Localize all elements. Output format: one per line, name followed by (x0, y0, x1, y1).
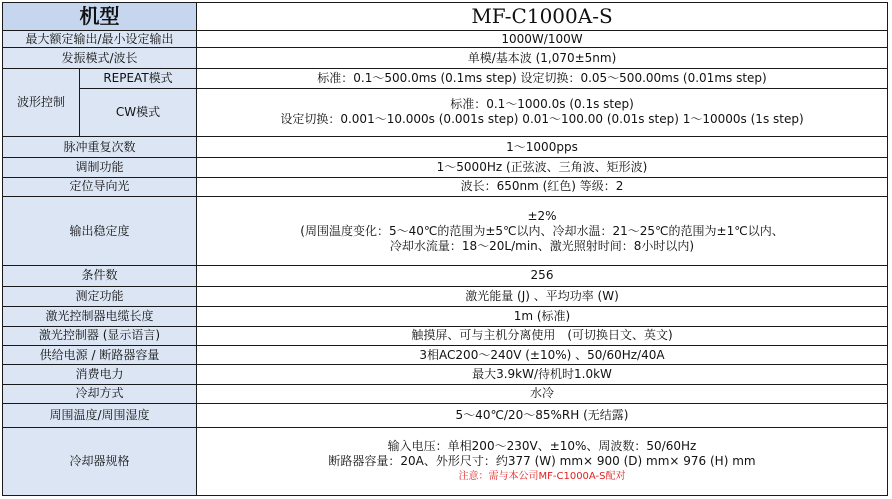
spec-table (2, 2, 888, 496)
waveform-label: 波形控制 (3, 68, 80, 136)
measure-label: 测定功能 (3, 286, 197, 306)
table-row (3, 158, 888, 177)
table-row (3, 326, 888, 345)
table-row (3, 345, 888, 364)
conditions-label: 条件数 (3, 266, 197, 286)
chiller-label: 冷却器规格 (3, 427, 197, 495)
table-row (3, 404, 888, 428)
conditions-value: 256 (197, 266, 888, 286)
table-row (3, 197, 888, 266)
stability-value (197, 197, 888, 266)
table-row (3, 266, 888, 286)
pulse-repeat-value: 1～1000pps (197, 136, 888, 158)
power-supply-label: 供给电源 / 断路器容量 (3, 345, 197, 364)
table-row (3, 286, 888, 306)
table-row (3, 68, 888, 88)
repeat-mode-value: 标准：0.1～500.0ms (0.1ms step) 设定切换：0.05～500.00ms (0.01ms step) (197, 68, 888, 88)
chiller-value-line: 输入电压：单相200～230V、±10%、周波数：50/60Hz (387, 438, 697, 453)
controller-value: 触摸屏、可与主机分离使用 (可切换日文、英文) (197, 326, 888, 345)
table-row (3, 3, 888, 31)
cw-mode-value (197, 89, 888, 136)
max-output-value: 1000W/100W (197, 31, 888, 48)
table-row (3, 427, 888, 495)
measure-value: 激光能量 (J) 、平均功率 (W) (197, 286, 888, 306)
stability-value-line: ±2% (527, 208, 557, 223)
mode-label: 发振模式/波长 (3, 48, 197, 68)
cable-label: 激光控制器电缆长度 (3, 307, 197, 326)
modulation-value: 1～5000Hz (正弦波、三角波、矩形波) (197, 158, 888, 177)
ambient-label: 周围温度/周围湿度 (3, 404, 197, 428)
model-header-label: 机型 (3, 3, 197, 31)
stability-label: 输出稳定度 (3, 197, 197, 266)
guide-light-value: 波长：650nm (红色) 等级：2 (197, 177, 888, 196)
guide-light-label: 定位导向光 (3, 177, 197, 196)
table-row (3, 177, 888, 196)
pulse-repeat-label: 脉冲重复次数 (3, 136, 197, 158)
table-row (3, 31, 888, 48)
mode-value: 单模/基本波 (1,070±5nm) (197, 48, 888, 68)
consumption-value: 最大3.9kW/待机时1.0kW (197, 365, 888, 384)
cw-mode-value-line: 标准：0.1～1000.0s (0.1s step) (450, 97, 634, 112)
table-row (3, 48, 888, 68)
cooling-label: 冷却方式 (3, 384, 197, 403)
chiller-value-line: 断路器容量：20A、外形尺寸：约377 (W) mm× 900 (D) mm× 976 (H) mm (328, 453, 756, 468)
table-row (3, 89, 888, 136)
power-supply-value: 3相AC200～240V (±10%) 、50/60Hz/40A (197, 345, 888, 364)
repeat-mode-label: REPEAT模式 (80, 68, 197, 88)
table-row (3, 307, 888, 326)
controller-label: 激光控制器 (显示语言) (3, 326, 197, 345)
modulation-label: 调制功能 (3, 158, 197, 177)
cooling-value: 水冷 (197, 384, 888, 403)
table-row (3, 365, 888, 384)
stability-value-line: (周围温度变化：5～40℃的范围为±5℃以内、冷却水温：21～25℃的范围为±1℃以内、 (300, 223, 784, 238)
table-row (3, 136, 888, 158)
chiller-note: 注意：需与本公司MF-C1000A-S配对 (458, 470, 626, 482)
table-row (3, 384, 888, 403)
max-output-label: 最大额定输出/最小设定输出 (3, 31, 197, 48)
consumption-label: 消费电力 (3, 365, 197, 384)
model-name: MF-C1000A-S (197, 3, 888, 31)
stability-value-line: 冷却水流量：18～20L/min、激光照射时间：8小时以内) (389, 238, 695, 253)
ambient-value: 5～40℃/20～85%RH (无结露) (197, 404, 888, 428)
chiller-value (197, 427, 888, 495)
cw-mode-label: CW模式 (80, 89, 197, 136)
cw-mode-value-line: 设定切换：0.001～10.000s (0.001s step) 0.01～100.00 (0.01s step) 1～10000s (1s step) (280, 112, 804, 127)
cable-value: 1m (标准) (197, 307, 888, 326)
